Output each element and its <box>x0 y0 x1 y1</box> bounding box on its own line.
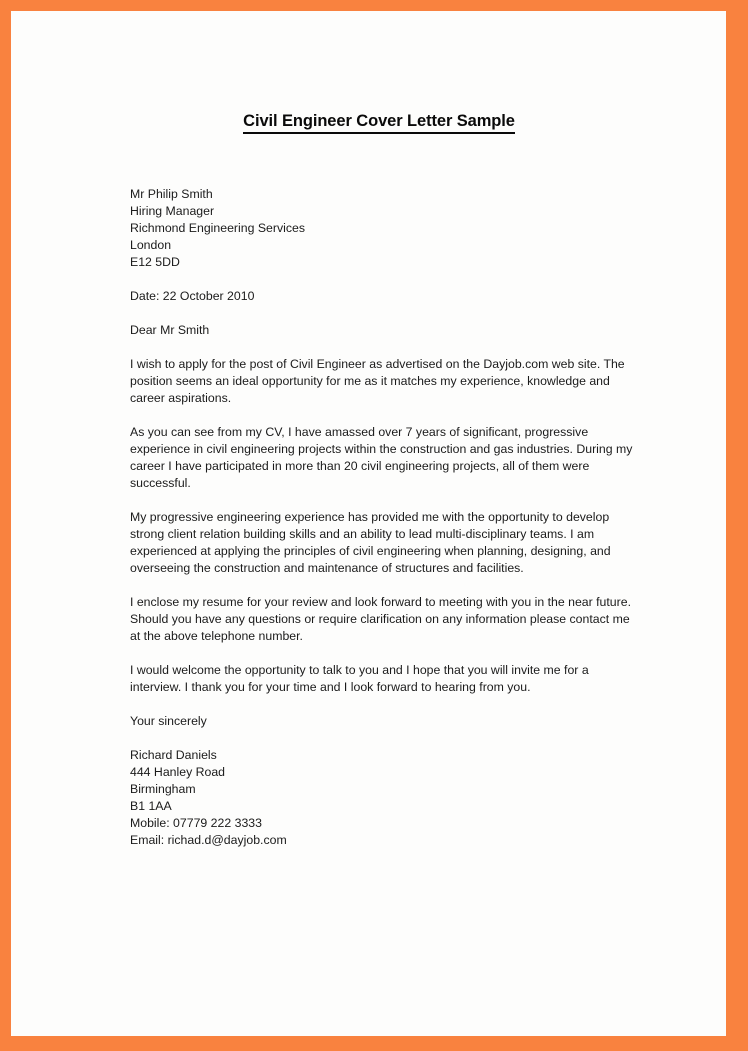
spacer-body-closing <box>119 696 639 713</box>
recipient-company: Richmond Engineering Services <box>130 221 305 235</box>
sender-street: 444 Hanley Road <box>130 765 226 779</box>
date-line-wrapper <box>130 288 639 305</box>
spacer-closing-signature <box>119 730 639 747</box>
sender-email: Email: richad.d@dayjob.com <box>130 833 287 847</box>
salutation: Dear Mr Smith <box>130 323 210 337</box>
recipient-address-block <box>130 186 639 271</box>
spacer-salutation-body <box>119 339 639 356</box>
closing-line: Your sincerely <box>130 714 207 728</box>
letter-page <box>11 11 726 1036</box>
spacer-paragraph-3-4 <box>119 577 639 594</box>
body-paragraph-3: My progressive engineering experience has provided me with the opportunity to develop strong client relation building skills and an ability to lead multi-disciplinary teams. I am experienced at applying the principles of civil engineering when planning, designing, and overseeing the construction and maintenance of structures and facilities. <box>130 510 611 575</box>
sender-mobile: Mobile: 07779 222 3333 <box>130 816 262 830</box>
body-paragraph-2: As you can see from my CV, I have amassed over 7 years of significant, progressive experience in civil engineering projects within the construction and gas industries. During my career I have participated in more than 20 civil engineering projects, all of them were successful. <box>130 425 633 490</box>
body-paragraph-5: I would welcome the opportunity to talk to you and I hope that you will invite me for a interview. I thank you for your time and I look forward to hearing from you. <box>130 663 589 694</box>
sender-postcode: B1 1AA <box>130 799 172 813</box>
salutation-wrapper <box>130 322 639 339</box>
page-title <box>119 111 639 134</box>
closing-wrapper <box>130 713 639 730</box>
sender-name: Richard Daniels <box>130 748 217 762</box>
cover-letter-body <box>119 111 639 849</box>
spacer-paragraph-4-5 <box>119 645 639 662</box>
spacer-paragraph-2-3 <box>119 492 639 509</box>
spacer-address-date <box>119 271 639 288</box>
recipient-postcode: E12 5DD <box>130 255 180 269</box>
spacer-title-address <box>119 134 639 186</box>
sender-city: Birmingham <box>130 782 196 796</box>
body-paragraph-4: I enclose my resume for your review and look forward to meeting with you in the near future. Should you have any questions or require clarification on any information please contact me at the above telephone number. <box>130 595 631 643</box>
recipient-city: London <box>130 238 172 252</box>
recipient-job-title: Hiring Manager <box>130 204 215 218</box>
spacer-paragraph-1-2 <box>119 407 639 424</box>
recipient-name: Mr Philip Smith <box>130 187 213 201</box>
date-line: Date: 22 October 2010 <box>130 289 255 303</box>
body-paragraph-1: I wish to apply for the post of Civil Engineer as advertised on the Dayjob.com web site. The position seems an ideal opportunity for me as it matches my experience, knowledge and career aspirations. <box>130 357 625 405</box>
spacer-date-salutation <box>119 305 639 322</box>
page-title-text: Civil Engineer Cover Letter Sample <box>243 111 515 134</box>
sender-signature-block <box>130 747 639 849</box>
